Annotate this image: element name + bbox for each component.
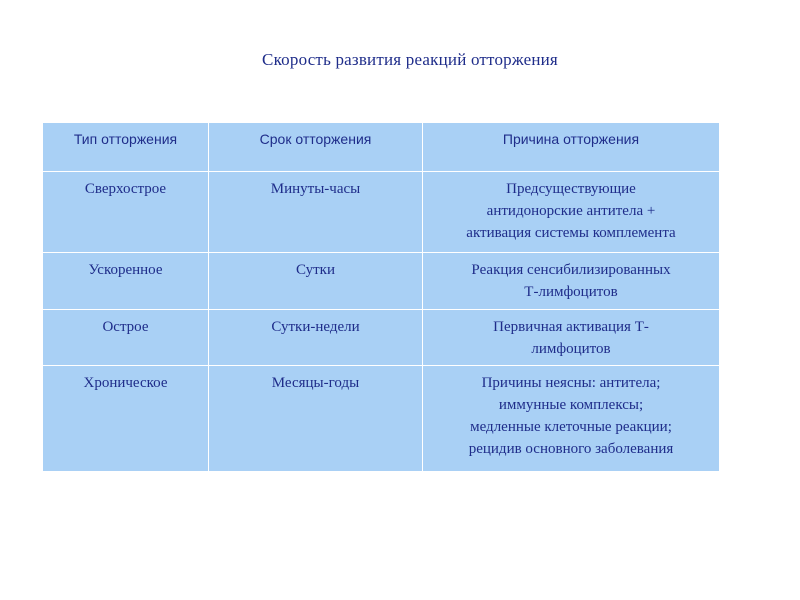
cell-cause [423, 366, 720, 472]
cause-line: Предсуществующие [506, 181, 636, 197]
slide-title: Скорость развития реакций отторжения [262, 50, 558, 69]
cause-line: активация системы комплемента [466, 225, 676, 241]
cause-line: антидонорские антитела + [486, 203, 656, 219]
cell-term: Сутки-недели [209, 310, 423, 366]
cell-term: Месяцы-годы [209, 366, 423, 472]
table-row [43, 366, 720, 472]
header-cause: Причина отторжения [423, 123, 720, 172]
cell-type: Ускоренное [43, 253, 209, 310]
header-type: Тип отторжения [43, 123, 209, 172]
cell-type: Хроническое [43, 366, 209, 472]
cause-line: Причины неясны: антитела; [481, 375, 661, 391]
cell-term: Минуты-часы [209, 172, 423, 253]
cell-cause [423, 253, 720, 310]
header-term: Срок отторжения [209, 123, 423, 172]
cause-line: медленные клеточные реакции; [470, 419, 672, 435]
cell-cause [423, 172, 720, 253]
table-row [43, 253, 720, 310]
cause-line: иммунные комплексы; [498, 397, 644, 413]
cause-line: рецидив основного заболевания [468, 441, 674, 457]
cell-cause [423, 310, 720, 366]
cause-line: Первичная активация Т- [493, 319, 649, 335]
rejection-speed-table [42, 122, 720, 472]
cell-term: Сутки [209, 253, 423, 310]
cell-type: Сверхострое [43, 172, 209, 253]
cause-line: Реакция сенсибилизированных [471, 262, 671, 278]
table-header-row [43, 123, 720, 172]
cause-line: лимфоцитов [531, 341, 611, 357]
cell-type: Острое [43, 310, 209, 366]
table-row [43, 172, 720, 253]
table-row [43, 310, 720, 366]
cause-line: Т-лимфоцитов [524, 284, 618, 300]
